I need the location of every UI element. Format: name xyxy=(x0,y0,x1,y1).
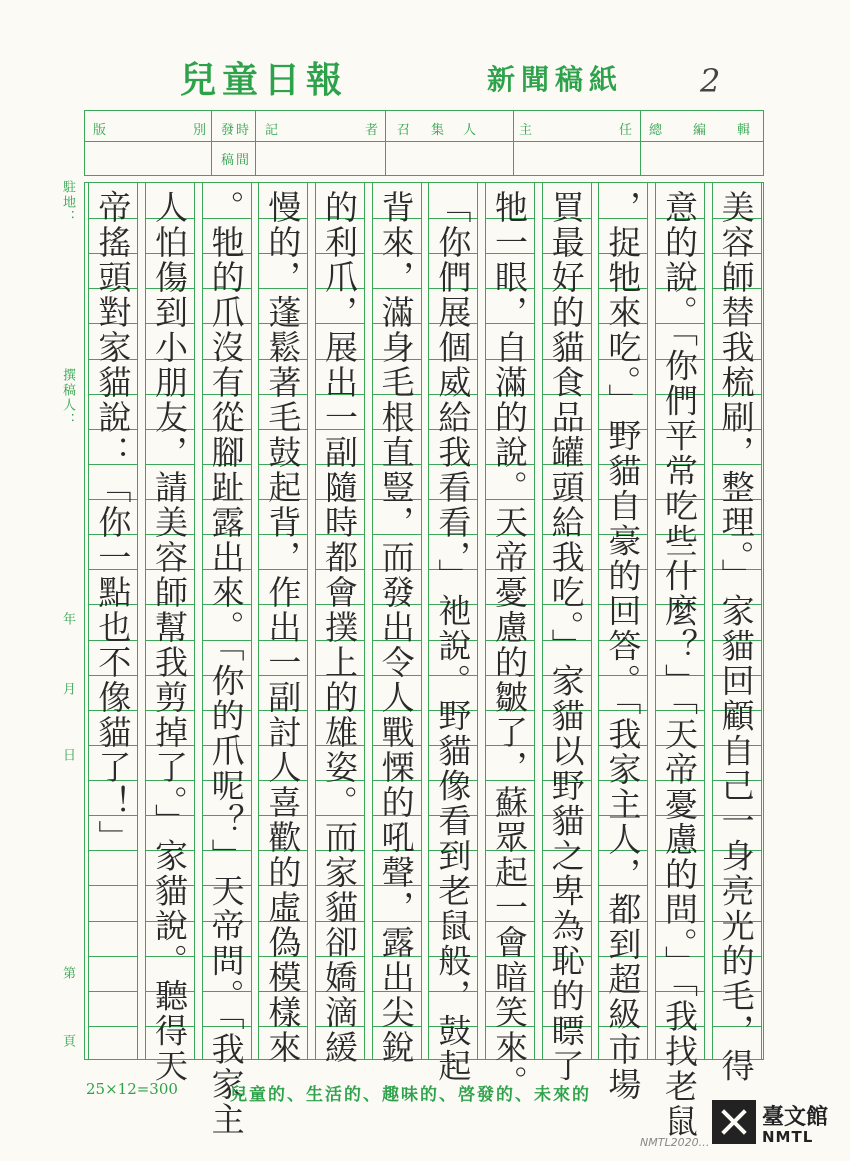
field-label: 別 xyxy=(193,123,209,138)
field-label: 召 xyxy=(397,123,413,138)
field-label: 集 xyxy=(431,123,447,138)
manuscript-column-text: 慢的，蓬鬆著毛鼓起背，作出一副討人喜歡的虛偽模樣來 xyxy=(263,190,303,1065)
field-label: 發時 xyxy=(221,123,252,138)
logo-name-cn: 臺文館 xyxy=(762,1105,829,1130)
paper-title: 兒童日報 xyxy=(180,60,349,101)
manuscript-column-text: 牠一眼，自滿的說。天帝憂慮的皺了，蘇眾起一會暗笑來。 xyxy=(490,190,529,1100)
paper-subtitle: 新聞稿紙 xyxy=(487,63,624,96)
manuscript-column-text: 。牠的爪沒有從腳趾露出來。「你的爪呢？」天帝問。「我家主 xyxy=(206,190,246,1137)
field-label: 稿間 xyxy=(221,153,252,168)
logo-name-en: NMTL xyxy=(762,1128,814,1146)
field-label: 版 xyxy=(93,123,109,138)
manuscript-column-text: 帝搖頭對家貓說：「你一點也不像貓了！」 xyxy=(93,190,133,855)
station-label: 駐地： xyxy=(60,180,75,225)
manuscript-column-text: ，捉牠來吃。」野貓自豪的回答。「我家主人，都到超級市場 xyxy=(603,190,643,1102)
header-field-table xyxy=(84,110,764,176)
year-label: 年 xyxy=(60,612,75,627)
day-label: 日 xyxy=(60,748,75,763)
field-label: 編 xyxy=(693,123,709,138)
page-label: 第 xyxy=(60,966,75,981)
month-label: 月 xyxy=(60,682,75,697)
field-label: 記 xyxy=(265,123,281,138)
field-label: 輯 xyxy=(737,123,753,138)
field-label: 總 xyxy=(649,123,665,138)
field-label: 者 xyxy=(365,123,381,138)
field-label: 主 xyxy=(519,123,535,138)
nmtl-logo xyxy=(712,1100,838,1150)
field-label: 任 xyxy=(619,123,635,138)
manuscript-column-text: 「你們展個威給我看看，」祂說。野貓像看到老鼠般，鼓起 xyxy=(433,190,473,1084)
archive-id: NMTL2020… xyxy=(640,1136,710,1149)
manuscript-column-text: 買最好的貓食品罐頭給我吃。」家貓以野貓之卑為恥的瞟了 xyxy=(546,190,586,1084)
manuscript-column-text: 美容師替我梳刷，整理。」家貓回顧自己一身亮光的毛，得 xyxy=(716,190,756,1084)
field-label: 人 xyxy=(463,123,479,138)
page-unit-label: 頁 xyxy=(60,1034,75,1049)
slogan: 兒童的、生活的、趣味的、啓發的、未來的 xyxy=(230,1085,591,1105)
manuscript-column-text: 背來，滿身毛根直豎，而發出令人戰慄的吼聲，露出尖銳 xyxy=(376,190,416,1065)
nmtl-mark-icon xyxy=(712,1100,756,1144)
writer-label: 撰稿人： xyxy=(60,368,75,428)
grid-count: 25×12=300 xyxy=(86,1080,178,1098)
manuscript-column-text: 意的說。「你們平常吃些什麼？」「天帝憂慮的問。」「我找老鼠 xyxy=(660,190,699,1139)
manuscript-column-text: 人怕傷到小朋友，請美容師幫我剪掉了。」家貓說。聽得天 xyxy=(150,190,189,1084)
manuscript-column-text: 的利爪，展出一副隨時都會撲上的雄姿。而家貓卻嬌滴緩 xyxy=(320,190,359,1065)
page-number-handwritten: 2 xyxy=(700,62,721,100)
